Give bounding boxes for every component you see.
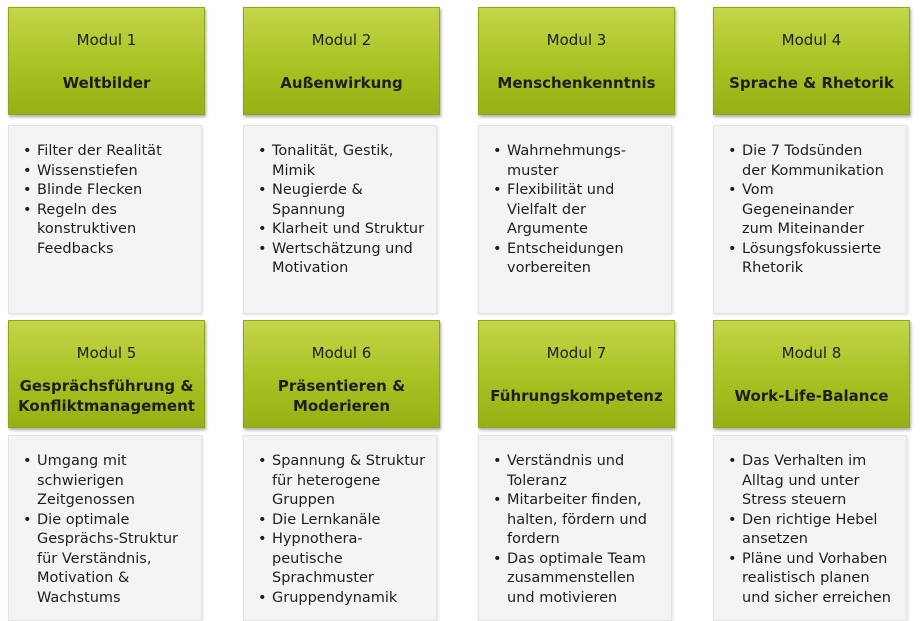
- list-item-text: Hypnothera- peutische Sprachmuster: [272, 531, 374, 586]
- list-item: [728, 142, 900, 181]
- list-item: [23, 452, 195, 511]
- module-2-content: [243, 125, 437, 314]
- bullet-icon: •: [493, 492, 502, 508]
- bullet-icon: •: [23, 201, 32, 218]
- list-item-text: Die optimale Gesprächs-Struktur für Verständnis, Motivation & Wachstums: [37, 511, 178, 606]
- bullet-icon: •: [258, 143, 267, 159]
- module-4-header: [713, 7, 910, 115]
- list-item-text: Entscheidungen vorbereiten: [507, 240, 624, 276]
- list-item-text: Regeln des konstruktiven Feedbacks: [37, 201, 137, 257]
- bullet-icon: •: [23, 162, 32, 179]
- list-item: [728, 240, 900, 279]
- list-item: [258, 452, 430, 511]
- bullet-icon: •: [728, 182, 737, 198]
- list-item-text: Flexibilität und Vielfalt der Argumente: [507, 182, 615, 237]
- list-item: [258, 240, 430, 279]
- list-item-text: Wissenstiefen: [37, 162, 138, 179]
- list-item: [258, 142, 430, 181]
- list-item-text: Tonalität, Gestik, Mimik: [272, 143, 394, 179]
- list-item: [493, 181, 665, 240]
- bullet-icon: •: [493, 453, 502, 469]
- module-1-header: [8, 7, 205, 115]
- module-4-title: Sprache & Rhetorik: [729, 74, 894, 92]
- bullet-icon: •: [728, 550, 737, 567]
- bullet-icon: •: [728, 511, 737, 528]
- bullet-icon: •: [258, 182, 267, 198]
- list-item-text: Klarheit und Struktur: [272, 221, 425, 237]
- bullet-icon: •: [258, 589, 267, 606]
- module-3-content: [478, 125, 672, 314]
- bullet-icon: •: [493, 182, 502, 198]
- bullet-icon: •: [258, 240, 267, 257]
- list-item: [23, 181, 195, 201]
- module-3-label: Modul 3: [546, 31, 607, 49]
- list-item: [728, 181, 900, 240]
- module-7-label: Modul 7: [546, 344, 607, 362]
- list-item-text: Mitarbeiter finden, halten, fördern und fordern: [507, 492, 648, 547]
- module-3-list: [479, 126, 671, 279]
- list-item-text: Neugierde & Spannung: [272, 182, 363, 218]
- module-2-header: [243, 7, 440, 115]
- list-item: [728, 511, 900, 550]
- list-item-text: Spannung & Struktur für heterogene Gruppen: [272, 453, 426, 508]
- bullet-icon: •: [23, 453, 32, 469]
- module-5-content: [8, 435, 202, 621]
- module-5-label: Modul 5: [76, 344, 137, 362]
- list-item: [493, 452, 665, 491]
- module-1-list: [9, 126, 201, 259]
- list-item-text: Die 7 Todsünden der Kommunikation: [742, 143, 884, 179]
- bullet-icon: •: [728, 240, 737, 257]
- module-8-content: [713, 435, 907, 621]
- bullet-icon: •: [258, 511, 267, 528]
- bullet-icon: •: [23, 182, 32, 198]
- list-item: [493, 491, 665, 550]
- module-1-title: Weltbilder: [62, 74, 151, 92]
- list-item: [728, 452, 900, 511]
- list-item: [258, 589, 430, 609]
- module-5-header: [8, 320, 205, 428]
- list-item-text: Verständnis und Toleranz: [507, 453, 625, 489]
- module-6-content: [243, 435, 437, 621]
- module-5-list: [9, 436, 201, 608]
- module-8-label: Modul 8: [781, 344, 842, 362]
- module-2-label: Modul 2: [311, 31, 372, 49]
- module-7-header: [478, 320, 675, 428]
- list-item-text: Gruppendynamik: [272, 589, 398, 606]
- bullet-icon: •: [258, 453, 267, 469]
- list-item: [493, 550, 665, 609]
- module-4-label: Modul 4: [781, 31, 842, 49]
- module-2-list: [244, 126, 436, 279]
- module-3-title: Menschenkenntnis: [497, 74, 656, 92]
- module-6-header: [243, 320, 440, 428]
- module-5-title: Gesprächsführung & Konfliktmanagement: [18, 377, 195, 415]
- bullet-icon: •: [493, 240, 502, 257]
- bullet-icon: •: [728, 143, 737, 159]
- list-item: [258, 530, 430, 589]
- module-6-label: Modul 6: [311, 344, 372, 362]
- module-1-label: Modul 1: [76, 31, 137, 49]
- list-item: [23, 142, 195, 162]
- list-item-text: Umgang mit schwierigen Zeitgenossen: [37, 453, 135, 508]
- module-4-list: [714, 126, 906, 279]
- list-item: [728, 550, 900, 609]
- list-item-text: Pläne und Vorhaben realistisch planen und sicher erreichen: [742, 550, 891, 606]
- list-item-text: Blinde Flecken: [37, 182, 143, 198]
- bullet-icon: •: [493, 143, 502, 159]
- module-8-header: [713, 320, 910, 428]
- module-6-title: Präsentieren & Moderieren: [277, 377, 406, 415]
- module-8-list: [714, 436, 906, 608]
- list-item-text: Vom Gegeneinander zum Miteinander: [742, 182, 865, 237]
- bullet-icon: •: [493, 550, 502, 567]
- list-item: [493, 142, 665, 181]
- module-1-content: [8, 125, 202, 314]
- list-item: [23, 511, 195, 609]
- list-item: [258, 220, 430, 240]
- list-item-text: Die Lernkanäle: [272, 511, 381, 528]
- list-item-text: Das Verhalten im Alltag und unter Stress steuern: [742, 453, 867, 508]
- bullet-icon: •: [728, 453, 737, 469]
- list-item: [23, 201, 195, 260]
- list-item: [258, 181, 430, 220]
- list-item: [258, 511, 430, 531]
- module-6-list: [244, 436, 436, 608]
- module-3-header: [478, 7, 675, 115]
- module-8-title: Work-Life-Balance: [734, 387, 889, 405]
- bullet-icon: •: [258, 531, 267, 547]
- list-item: [23, 162, 195, 182]
- module-7-list: [479, 436, 671, 608]
- list-item: [493, 240, 665, 279]
- list-item-text: Lösungsfokussierte Rhetorik: [742, 240, 882, 276]
- module-7-title: Führungskompetenz: [490, 387, 663, 405]
- list-item-text: Filter der Realität: [37, 143, 162, 159]
- module-2-title: Außenwirkung: [280, 74, 403, 92]
- module-7-content: [478, 435, 672, 621]
- list-item-text: Den richtige Hebel ansetzen: [742, 511, 878, 547]
- bullet-icon: •: [23, 143, 32, 159]
- bullet-icon: •: [258, 221, 267, 237]
- bullet-icon: •: [23, 511, 32, 528]
- module-4-content: [713, 125, 907, 314]
- list-item-text: Wahrnehmungs- muster: [507, 143, 626, 179]
- list-item-text: Wertschätzung und Motivation: [272, 240, 413, 276]
- list-item-text: Das optimale Team zusammenstellen und motivieren: [507, 550, 646, 606]
